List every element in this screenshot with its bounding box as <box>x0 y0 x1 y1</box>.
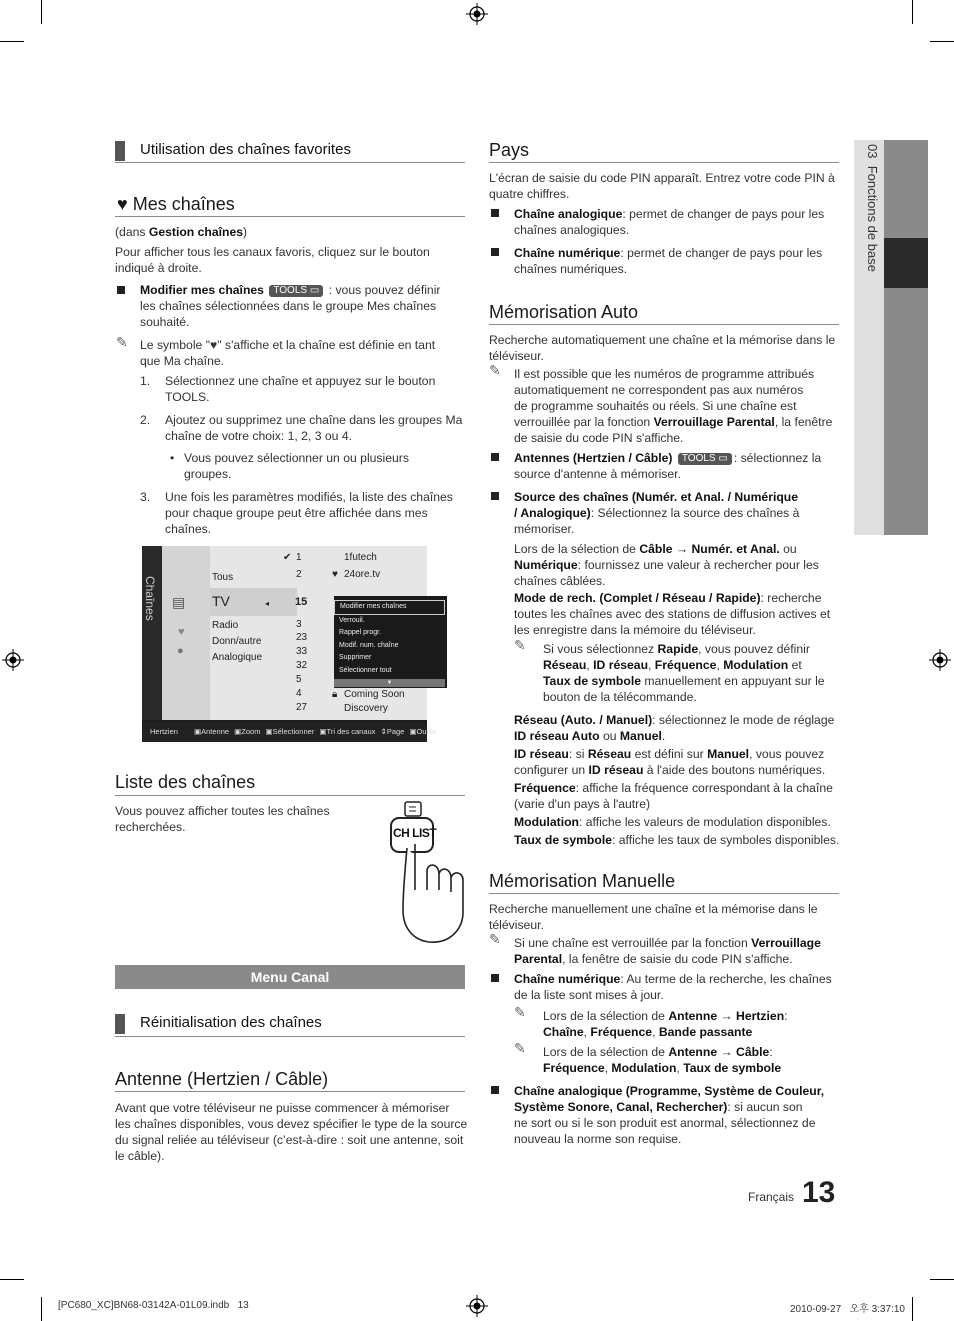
note-icon: ✎ <box>489 931 501 947</box>
chapter-tab-bar <box>884 140 928 535</box>
tv-number: 1 <box>296 552 302 563</box>
bullet-text: Vous pouvez sélectionner un ou plusieurs groupes. <box>184 451 409 481</box>
crop-mark <box>41 0 42 24</box>
tv-group: Donn/autre <box>212 636 262 647</box>
fav-heading: Utilisation des chaînes favorites <box>140 141 351 158</box>
tools-icon: TOOLS ▭ <box>269 285 323 297</box>
page-number: 13 <box>802 1176 836 1209</box>
tv-icon: ▤ <box>172 594 186 610</box>
bullet-square <box>491 1086 499 1094</box>
chaine-numerique-2: Chaîne numérique: Au terme de la recherche, les chaînes de la liste sont mises à jour. <box>514 972 832 1002</box>
tools-icon: TOOLS ▭ <box>678 453 732 465</box>
registration-mark-icon <box>2 649 24 671</box>
popup-item[interactable]: Verrouil. <box>339 616 365 624</box>
liste-text: Vous pouvez afficher toutes les chaînes recherchées. <box>115 804 330 834</box>
antenne-text: Avant que votre téléviseur ne puisse commencer à mémoriser les chaînes disponibles, vous devez spécifier le type de la source du signal reliée au téléviseur (c’est-à-dire : soit une antenne, soit le câble). <box>115 1101 468 1163</box>
check-icon: ✔ <box>283 552 292 563</box>
tv-channel: Coming Soon <box>344 689 405 700</box>
note-icon: ✎ <box>514 1040 526 1056</box>
tv-number: 23 <box>296 632 308 643</box>
chaine-analogique-item: Chaîne analogique: permet de changer de pays pour les chaînes analogiques. <box>514 207 825 237</box>
tv-group: TV <box>212 593 230 609</box>
tv-number: 27 <box>296 702 308 713</box>
reinit-heading: Réinitialisation des chaînes <box>140 1014 322 1031</box>
tv-number: 3 <box>296 619 302 630</box>
symbole-note: Le symbole "♥" s'affiche et la chaîne est définie en tant que Ma chaîne. <box>140 338 436 368</box>
registration-mark-icon <box>466 1295 488 1317</box>
popup-item[interactable]: Supprimer <box>339 654 372 661</box>
menu-canal-banner: Menu Canal <box>115 965 465 989</box>
print-date: 2010-09-27 오후 3:37:10 <box>790 1304 905 1315</box>
bullet-square <box>491 453 499 461</box>
memman-note: Si une chaîne est verrouillée par la fonction Verrouillage Parental, la fenêtre de saisie du code PIN s'affiche. <box>514 936 821 966</box>
crop-mark <box>930 41 954 42</box>
tv-number: 4 <box>296 688 302 699</box>
section-marker <box>115 141 125 161</box>
chapter-number: 03 <box>865 144 880 159</box>
tools-popup-menu <box>334 596 447 688</box>
globe-icon: ● <box>177 645 184 657</box>
registration-mark-icon <box>929 649 951 671</box>
step-number: 3. <box>140 490 151 504</box>
tv-side-label: Chaînes <box>143 576 157 621</box>
tv-channel: Discovery <box>344 703 388 714</box>
remote-hand-illustration <box>385 800 470 948</box>
heart-icon: ♥ <box>210 338 218 352</box>
chapter-tab-marker <box>884 238 928 288</box>
tv-number: 33 <box>296 646 308 657</box>
registration-mark-icon <box>466 3 488 25</box>
chapter-title: Fonctions de base <box>865 165 880 272</box>
popup-item[interactable]: Sélectionner tout <box>339 666 392 674</box>
tv-number: 32 <box>296 660 308 671</box>
antennes-item: Antennes (Hertzien / Câble) TOOLS ▭ : sélectionnez la source d'antenne à mémoriser. <box>514 451 822 481</box>
mes-chaines-heading: ♥ Mes chaînes <box>117 194 235 214</box>
memauto-text: Recherche automatiquement une chaîne et la mémorise dans le téléviseur. <box>489 333 836 363</box>
cable-note: Lors de la sélection de Câble → Numér. et Anal. ou Numérique: fournissez une valeur à rechercher pour les chaînes câblées. <box>514 542 819 588</box>
scroll-down-icon: ▼ <box>334 679 445 687</box>
chlist-button-label: CH LIST <box>393 826 437 840</box>
memman-heading: Mémorisation Manuelle <box>489 871 676 891</box>
tv-number: 2 <box>296 569 302 580</box>
heart-icon: ♥ <box>332 569 338 580</box>
crop-mark <box>41 1297 42 1321</box>
bullet-square <box>491 248 499 256</box>
note-icon: ✎ <box>514 1004 526 1020</box>
footer-language: Français <box>748 1190 795 1204</box>
modulation-item: Modulation: affiche les valeurs de modulation disponibles. <box>514 815 831 829</box>
source-item: Source des chaînes (Numér. et Anal. / Numérique / Analogique): Sélectionnez la source des chaînes à mémoriser. <box>514 490 800 536</box>
step-number: 1. <box>140 374 151 388</box>
heart-icon: ♥ <box>117 194 128 214</box>
crop-mark <box>912 0 913 24</box>
bullet-square <box>117 286 125 294</box>
popup-item[interactable]: Modif. num. chaîne <box>339 641 399 649</box>
reseau-item: Réseau (Auto. / Manuel): sélectionnez le mode de réglage ID réseau Auto ou Manuel. <box>514 713 835 743</box>
step-number: 2. <box>140 413 151 427</box>
taux-item: Taux de symbole: affiche les taux de symboles disponibles. <box>514 833 840 847</box>
memman-text: Recherche manuellement une chaîne et la mémorise dans le téléviseur. <box>489 902 818 932</box>
chaine-numerique-item: Chaîne numérique: permet de changer de pays pour les chaînes numériques. <box>514 246 823 276</box>
tv-channel-screen <box>142 546 436 742</box>
tv-channel: 24ore.tv <box>344 569 381 580</box>
pays-heading: Pays <box>489 140 530 160</box>
tv-group: Tous <box>212 572 234 583</box>
liste-heading: Liste des chaînes <box>115 772 256 792</box>
bullet-square <box>491 974 499 982</box>
step1: Sélectionnez une chaîne et appuyez sur le bouton TOOLS. <box>165 374 436 404</box>
tv-number: 5 <box>296 674 302 685</box>
tv-group: Analogique <box>212 652 263 663</box>
tv-footer: Hertzien ▣Antenne ▣Zoom ▣Sélectionner ▣Tri des canaux ⇕Page ▣Outils <box>142 722 427 742</box>
idreseau-item: ID réseau: si Réseau est défini sur Manuel, vous pouvez configurer un ID réseau à l'aide des boutons numériques. <box>514 747 826 777</box>
bullet-square <box>491 209 499 217</box>
section-marker <box>115 1014 125 1034</box>
step2: Ajoutez ou supprimez une chaîne dans les groupes Ma chaîne de votre choix: 1, 2, 3 ou 4. <box>165 413 463 443</box>
modifier-item: Modifier mes chaînes TOOLS ▭ : vous pouvez définir les chaînes sélectionnées dans le groupe Mes chaînes souhaité. <box>140 283 441 329</box>
tv-panel <box>162 546 427 720</box>
step3: Une fois les paramètres modifiés, la liste des chaînes pour chaque groupe peut être affichée dans mes chaînes. <box>165 490 453 536</box>
chaine-analogique-2: Chaîne analogique (Programme, Système de Couleur, Système Sonore, Canal, Rechercher): si aucun son ne sort ou si le son produit est anormal, sélectionnez de nouveau la norme son requise. <box>514 1084 825 1146</box>
crop-mark <box>0 41 24 42</box>
tv-number: 15 <box>295 596 308 608</box>
antenne-heading: Antenne (Hertzien / Câble) <box>115 1069 329 1089</box>
dot-bullet: • <box>170 451 175 465</box>
note-icon: ✎ <box>116 334 128 350</box>
note-icon: ✎ <box>514 637 526 653</box>
intro-text: Pour afficher tous les canaux favoris, cliquez sur le bouton indiqué à droite. <box>115 245 430 275</box>
frequence-item: Fréquence: affiche la fréquence correspondant à la chaîne (varie d'un pays à l'autre) <box>514 781 833 811</box>
pays-text: L'écran de saisie du code PIN apparaît. Entrez votre code PIN à quatre chiffres. <box>489 171 835 201</box>
crop-mark <box>0 1279 24 1280</box>
crop-mark <box>912 1297 913 1321</box>
heart-icon: ♥ <box>178 626 185 638</box>
lock-icon: 🔒︎ <box>332 689 338 700</box>
rapide-note: Si vous sélectionnez Rapide, vous pouvez définir Réseau, ID réseau, Fréquence, Modulation et Taux de symbole manuellement en appuyant sur le bouton de la télécommande. <box>543 642 825 704</box>
popup-item[interactable]: Modifier mes chaînes <box>334 600 445 615</box>
memauto-note: Il est possible que les numéros de programme attribués automatiquement ne correspondent pas aux numéros de programme souhaités ou réels. Si une chaîne est verrouillée par la fonction Verrouillage Parental, la fenêtre de saisie du code PIN s'affiche. <box>514 367 833 445</box>
print-file-info: [PC680_XC]BN68-03142A-01L09.indb 13 <box>58 1300 249 1311</box>
chevron-left-icon: ◂ <box>265 599 270 608</box>
dans-line: (dans Gestion chaînes) <box>115 225 248 239</box>
mode-rech-item: Mode de rech. (Complet / Réseau / Rapide): recherche toutes les chaînes avec des stations de diffusion actives et les enregistre dans la mémoire du téléviseur. <box>514 591 831 637</box>
note-icon: ✎ <box>489 362 501 378</box>
tv-channel: 1futech <box>344 552 377 563</box>
crop-mark <box>930 1279 954 1280</box>
tv-group: Radio <box>212 620 239 631</box>
hertzien-note: Lors de la sélection de Antenne → Hertzien: Chaîne, Fréquence, Bande passante <box>543 1009 788 1039</box>
tv-side-bar <box>142 546 162 720</box>
memauto-heading: Mémorisation Auto <box>489 302 639 322</box>
popup-item[interactable]: Rappel progr. <box>339 629 382 636</box>
bullet-square <box>491 492 499 500</box>
cable-note-2: Lors de la sélection de Antenne → Câble: Fréquence, Modulation, Taux de symbole <box>543 1045 782 1075</box>
